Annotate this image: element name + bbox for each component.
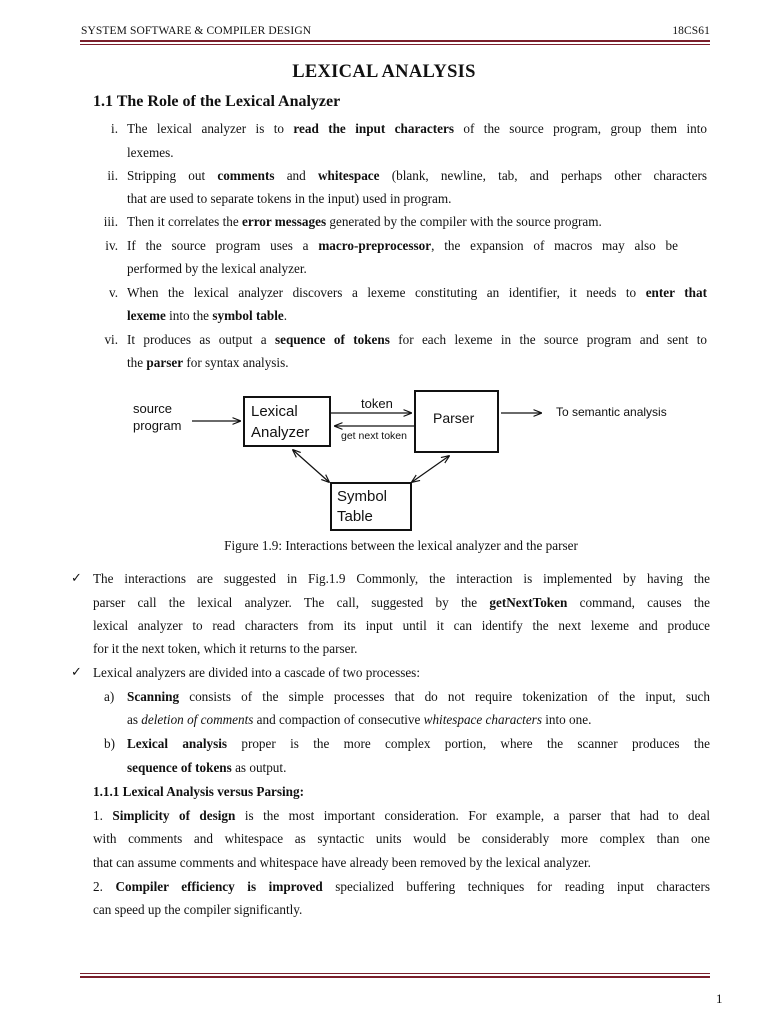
section-heading: 1.1 The Role of the Lexical Analyzer [93,93,341,110]
sub-line: Scanning consists of the simple processes that do not require tokenization of the input, such [127,689,710,704]
bullet-line: parser call the lexical analyzer. The call, suggested by the getNextToken command, causes the [93,595,710,610]
paragraph-line: 2. Compiler efficiency is improved specialized buffering techniques for reading input characters [93,879,710,894]
list-item-cont: lexeme into the symbol table. [127,308,288,323]
paragraph-line: 1. Simplicity of design is the most important consideration. For example, a parser that had to deal [93,808,710,823]
get-next-token-label: get next token [341,430,407,442]
check-icon: ✓ [71,571,82,586]
bullet-line: Lexical analyzers are divided into a cascade of two processes: [93,665,420,680]
list-num: vi. [104,332,118,347]
list-num: v. [108,285,118,300]
check-icon: ✓ [71,665,82,680]
lexical-analyzer-label: Lexical Analyzer [251,403,310,441]
bullet-line: for it the next token, which it returns to the parser. [93,641,358,656]
list-item: Then it correlates the error messages generated by the compiler with the source program. [127,214,602,229]
to-semantic-label: To semantic analysis [556,405,667,419]
footer-rule [80,976,710,978]
sub-line: Lexical analysis proper is the more complex portion, where the scanner produces the [127,736,710,751]
list-item: It produces as output a sequence of tokens for each lexeme in the source program and sent to [127,332,707,347]
header-left: SYSTEM SOFTWARE & COMPILER DESIGN [81,25,312,37]
sub-line: as deletion of comments and compaction of consecutive whitespace characters into one. [127,712,592,727]
sub-label: b) [104,736,115,751]
parser-symbol-arrow [412,456,449,482]
sub-line: sequence of tokens as output. [127,760,287,775]
bullet-line: lexical analyzer to read characters from its input until it can identify the next lexeme and produce [93,618,710,633]
sub-label: a) [104,689,115,704]
source-program-label: source program [133,401,182,433]
paragraph-line: can speed up the compiler significantly. [93,902,303,917]
list-item: If the source program uses a macro-preprocessor, the expansion of macros may also be [127,238,678,253]
lexical-symbol-arrow [293,450,329,482]
figure-caption: Figure 1.9: Interactions between the lexical analyzer and the parser [224,538,578,553]
list-item-cont: that are used to separate tokens in the input) used in program. [127,191,452,206]
list-item-cont: lexemes. [127,145,174,160]
list-item-cont: the parser for syntax analysis. [127,355,289,370]
subsection-heading: 1.1.1 Lexical Analysis versus Parsing: [93,784,305,799]
list-item: The lexical analyzer is to read the input characters of the source program, group them into [127,121,707,136]
symbol-table-label: Symbol Table [337,488,388,525]
list-num: iv. [105,238,118,253]
page-number: 1 [716,991,723,1006]
list-item: When the lexical analyzer discovers a lexeme constituting an identifier, it needs to enter that [127,285,707,300]
paragraph-line: that can assume comments and whitespace have already been removed by the lexical analyzer. [93,855,591,870]
token-label: token [361,396,393,411]
footer-rule-thin [80,973,710,974]
list-num: ii. [107,168,118,183]
bullet-line: The interactions are suggested in Fig.1.9 Commonly, the interaction is implemented by having the [93,571,710,586]
parser-label: Parser [433,410,475,426]
list-item-cont: performed by the lexical analyzer. [127,261,307,276]
list-num: iii. [103,214,118,229]
list-item: Stripping out comments and whitespace (blank, newline, tab, and perhaps other characters [127,168,707,183]
header-right: 18CS61 [672,25,710,37]
list-num: i. [111,121,118,136]
page-title: LEXICAL ANALYSIS [292,62,476,82]
paragraph-line: with comments and whitespace as syntactic units would be considerably more complex than one [93,831,710,846]
